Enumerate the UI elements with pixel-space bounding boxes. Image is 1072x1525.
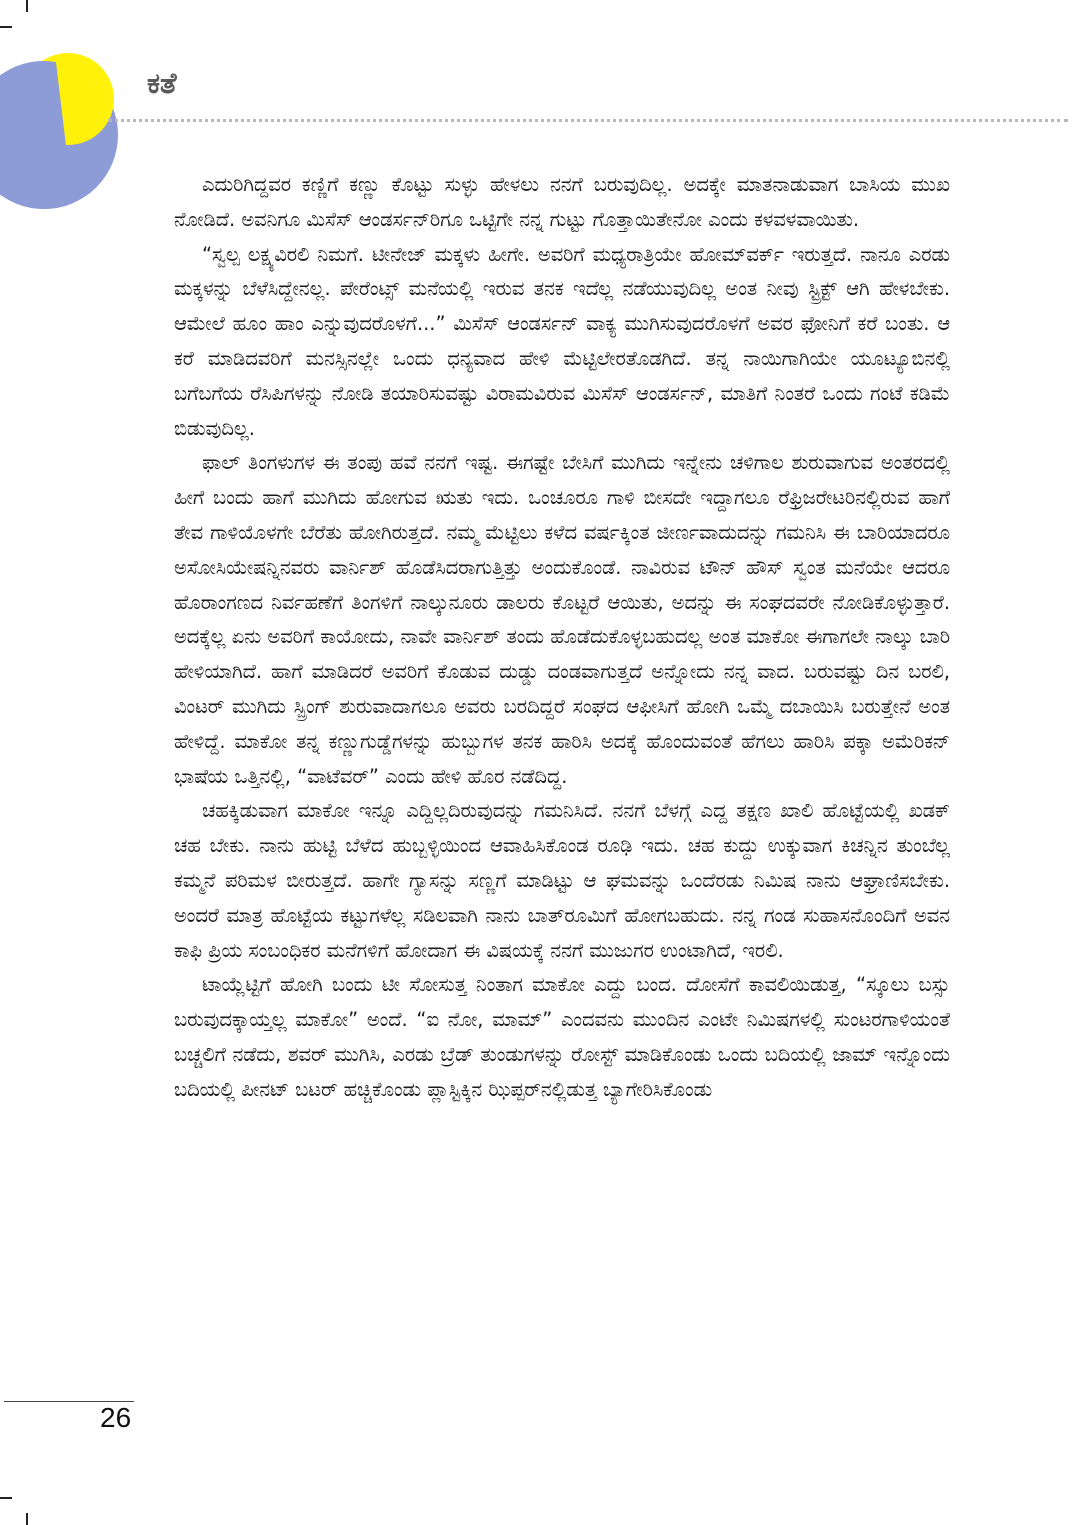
- crop-mark-bottom-left: [26, 1513, 28, 1525]
- paragraph-4: ಚಹಕ್ಕಿಡುವಾಗ ಮಾಕೋ ಇನ್ನೂ ಎದ್ದಿಲ್ಲದಿರುವುದನ್ನು ಗಮನಿಸಿದೆ. ನನಗೆ ಬೆಳಗ್ಗೆ ಎದ್ದ ತಕ್ಷಣ ಖಾಲಿ ಹೊಟ್ಟೆಯಲ್ಲಿ ಖಡಕ್ ಚಹ ಬೇಕು. ನಾನು ಹುಟ್ಟಿ ಬೆಳೆದ ಹುಬ್ಬಳ್ಳಿಯಿಂದ ಆವಾಹಿಸಿಕೊಂಡ ರೂಢಿ ಇದು. ಚಹ ಕುದ್ದು ಉಕ್ಕುವಾಗ ಕಿಚನ್ನಿನ ತುಂಬೆಲ್ಲ ಕಮ್ಮನೆ ಪರಿಮಳ ಬೀರುತ್ತದೆ. ಹಾಗೇ ಗ್ಯಾಸನ್ನು ಸಣ್ಣಗೆ ಮಾಡಿಟ್ಟು ಆ ಘಮವನ್ನು ಒಂದೆರಡು ನಿಮಿಷ ನಾನು ಆಘ್ರಾಣಿಸಬೇಕು. ಅಂದರೆ ಮಾತ್ರ ಹೊಟ್ಟೆಯ ಕಟ್ಟುಗಳೆಲ್ಲ ಸಡಿಲವಾಗಿ ನಾನು ಬಾತ್‌ರೂಮಿಗೆ ಹೋಗಬಹುದು. ನನ್ನ ಗಂಡ ಸುಹಾಸನೊಂದಿಗೆ ಅವನ ಕಾಫಿ ಪ್ರಿಯ ಸಂಬಂಧಿಕರ ಮನೆಗಳಿಗೆ ಹೋದಾಗ ಈ ವಿಷಯಕ್ಕೆ ನನಗೆ ಮುಜುಗರ ಉಂಟಾಗಿದೆ, ಇರಲಿ.: [174, 799, 951, 962]
- paragraph-5: ಟಾಯ್ಲೆಟ್ಟಿಗೆ ಹೋಗಿ ಬಂದು ಟೀ ಸೋಸುತ್ತ ನಿಂತಾಗ ಮಾಕೋ ಎದ್ದು ಬಂದ. ದೋಸೆಗೆ ಕಾವಲಿಯಿಡುತ್ತ, “ಸ್ಕೂಲು ಬಸ್ಸು ಬರುವುದಕ್ಕಾಯ್ತಲ್ಲ ಮಾಕೋ” ಅಂದೆ. “ಐ ನೋ, ಮಾಮ್” ಎಂದವನು ಮುಂದಿನ ಎಂಟೇ ನಿಮಿಷಗಳಲ್ಲಿ ಸುಂಟರಗಾಳಿಯಂತೆ ಬಚ್ಚಲಿಗೆ ನಡೆದು, ಶವರ್ ಮುಗಿಸಿ, ಎರಡು ಬ್ರೆಡ್ ತುಂಡುಗಳನ್ನು ರೋಸ್ಟ್ ಮಾಡಿಕೊಂಡು ಒಂದು ಬದಿಯಲ್ಲಿ ಜಾಮ್ ಇನ್ನೊಂದು ಬದಿಯಲ್ಲಿ ಪೀನಟ್ ಬಟರ್ ಹಚ್ಚಿಕೊಂಡು ಪ್ಲಾಸ್ಟಿಕ್ಕಿನ ಝಿಪ್ಪರ್‌ನಲ್ಲಿಡುತ್ತ ಬ್ಯಾಗೇರಿಸಿಕೊಂಡು: [174, 973, 950, 1101]
- crop-mark-bottom-left-side: [0, 1497, 12, 1499]
- crop-mark-top-left-side: [0, 26, 12, 28]
- paragraph-1: ಎದುರಿಗಿದ್ದವರ ಕಣ್ಣಿಗೆ ಕಣ್ಣು ಕೊಟ್ಟು ಸುಳ್ಳು ಹೇಳಲು ನನಗೆ ಬರುವುದಿಲ್ಲ. ಅದಕ್ಕೇ ಮಾತನಾಡುವಾಗ ಬಾಸಿಯ ಮುಖ ನೋಡಿದೆ. ಅವನಿಗೂ ಮಿಸೆಸ್ ಆಂಡರ್ಸನ್‌ರಿಗೂ ಒಟ್ಟಿಗೇ ನನ್ನ ಗುಟ್ಟು ಗೊತ್ತಾಯಿತೇನೋ ಎಂದು ಕಳವಳವಾಯಿತು.: [174, 173, 950, 231]
- story-body: [174, 168, 950, 1108]
- paragraph-3: ಫಾಲ್ ತಿಂಗಳುಗಳ ಈ ತಂಪು ಹವೆ ನನಗೆ ಇಷ್ಟ. ಈಗಷ್ಟೇ ಬೇಸಿಗೆ ಮುಗಿದು ಇನ್ನೇನು ಚಳಿಗಾಲ ಶುರುವಾಗುವ ಅಂತರದಲ್ಲಿ ಹೀಗೆ ಬಂದು ಹಾಗೆ ಮುಗಿದು ಹೋಗುವ ಋತು ಇದು. ಒಂಚೂರೂ ಗಾಳಿ ಬೀಸದೇ ಇದ್ದಾಗಲೂ ರೆಫ್ರಿಜರೇಟರಿನಲ್ಲಿರುವ ಹಾಗೆ ತೇವ ಗಾಳಿಯೊಳಗೇ ಬೆರೆತು ಹೋಗಿರುತ್ತದೆ. ನಮ್ಮ ಮೆಟ್ಟಿಲು ಕಳೆದ ವರ್ಷಕ್ಕಿಂತ ಜೀರ್ಣವಾದುದನ್ನು ಗಮನಿಸಿ ಈ ಬಾರಿಯಾದರೂ ಅಸೋಸಿಯೇಷನ್ನಿನವರು ವಾರ್ನಿಶ್ ಹೊಡೆಸಿದರಾಗುತ್ತಿತ್ತು ಅಂದುಕೊಂಡೆ. ನಾವಿರುವ ಟೌನ್ ಹೌಸ್ ಸ್ವಂತ ಮನೆಯೇ ಆದರೂ ಹೊರಾಂಗಣದ ನಿರ್ವಹಣೆಗೆ ತಿಂಗಳಿಗೆ ನಾಲ್ಕುನೂರು ಡಾಲರು ಕೊಟ್ಟರೆ ಆಯಿತು, ಅದನ್ನು ಈ ಸಂಘದವರೇ ನೋಡಿಕೊಳ್ಳುತ್ತಾರೆ. ಅದಕ್ಕೆಲ್ಲ ಏನು ಅವರಿಗೆ ಕಾಯೋದು, ನಾವೇ ವಾರ್ನಿಶ್ ತಂದು ಹೊಡೆದುಕೊಳ್ಳಬಹುದಲ್ಲ ಅಂತ ಮಾಕೋ ಈಗಾಗಲೇ ನಾಲ್ಕು ಬಾರಿ ಹೇಳಿಯಾಗಿದೆ. ಹಾಗೆ ಮಾಡಿದರೆ ಅವರಿಗೆ ಕೊಡುವ ದುಡ್ಡು ದಂಡವಾಗುತ್ತದೆ ಅನ್ನೋದು ನನ್ನ ವಾದ. ಬರುವಷ್ಟು ದಿನ ಬರಲಿ, ವಿಂಟರ್ ಮುಗಿದು ಸ್ಪ್ರಿಂಗ್ ಶುರುವಾದಾಗಲೂ ಅವರು ಬರದಿದ್ದರೆ ಸಂಘದ ಆಫೀಸಿಗೆ ಹೋಗಿ ಒಮ್ಮೆ ದಬಾಯಿಸಿ ಬರುತ್ತೇನೆ ಅಂತ ಹೇಳಿದ್ದೆ. ಮಾಕೋ ತನ್ನ ಕಣ್ಣುಗುಡ್ಡೆಗಳನ್ನು ಹುಬ್ಬುಗಳ ತನಕ ಹಾರಿಸಿ ಅದಕ್ಕೆ ಹೊಂದುವಂತೆ ಹೆಗಲು ಹಾರಿಸಿ ಪಕ್ಕಾ ಅಮೆರಿಕನ್ ಭಾಷೆಯ ಒತ್ತಿನಲ್ಲಿ, “ವಾಟೆವರ್” ಎಂದು ಹೇಳಿ ಹೊರ ನಡೆದಿದ್ದ.: [174, 451, 950, 788]
- crop-mark-top-left: [26, 0, 28, 12]
- page-number: 26: [100, 1402, 132, 1433]
- paragraph-2: “ಸ್ವಲ್ಪ ಲಕ್ಷ್ಯವಿರಲಿ ನಿಮಗೆ. ಟೀನೇಜ್ ಮಕ್ಕಳು ಹೀಗೇ. ಅವರಿಗೆ ಮಧ್ಯರಾತ್ರಿಯೇ ಹೋಮ್‌ವರ್ಕ್ ಇರುತ್ತದೆ. ನಾನೂ ಎರಡು ಮಕ್ಕಳನ್ನು ಬೆಳೆಸಿದ್ದೇನಲ್ಲ. ಪೇರೆಂಟ್ಸ್ ಮನೆಯಲ್ಲಿ ಇರುವ ತನಕ ಇದೆಲ್ಲ ನಡೆಯುವುದಿಲ್ಲ ಅಂತ ನೀವು ಸ್ಟ್ರಿಕ್ಟ್ ಆಗಿ ಹೇಳಬೇಕು. ಆಮೇಲೆ ಹೂಂ ಹಾಂ ಎನ್ನುವುದರೊಳಗೆ...” ಮಿಸೆಸ್ ಆಂಡರ್ಸನ್ ವಾಕ್ಯ ಮುಗಿಸುವುದರೊಳಗೆ ಅವರ ಫೋನಿಗೆ ಕರೆ ಬಂತು. ಆ ಕರೆ ಮಾಡಿದವರಿಗೆ ಮನಸ್ಸಿನಲ್ಲೇ ಒಂದು ಧನ್ಯವಾದ ಹೇಳಿ ಮೆಟ್ಟಿಲೇರತೊಡಗಿದೆ. ತನ್ನ ನಾಯಿಗಾಗಿಯೇ ಯೂಟ್ಯೂಬಿನಲ್ಲಿ ಬಗೆಬಗೆಯ ರೆಸಿಪಿಗಳನ್ನು ನೋಡಿ ತಯಾರಿಸುವಷ್ಟು ವಿರಾಮವಿರುವ ಮಿಸೆಸ್ ಆಂಡರ್ಸನ್, ಮಾತಿಗೆ ನಿಂತರೆ ಒಂದು ಗಂಟೆ ಕಡಿಮೆ ಬಿಡುವುದಿಲ್ಲ.: [174, 242, 950, 440]
- header-dotted-rule: [108, 119, 1068, 122]
- section-label: ಕತೆ: [147, 66, 177, 100]
